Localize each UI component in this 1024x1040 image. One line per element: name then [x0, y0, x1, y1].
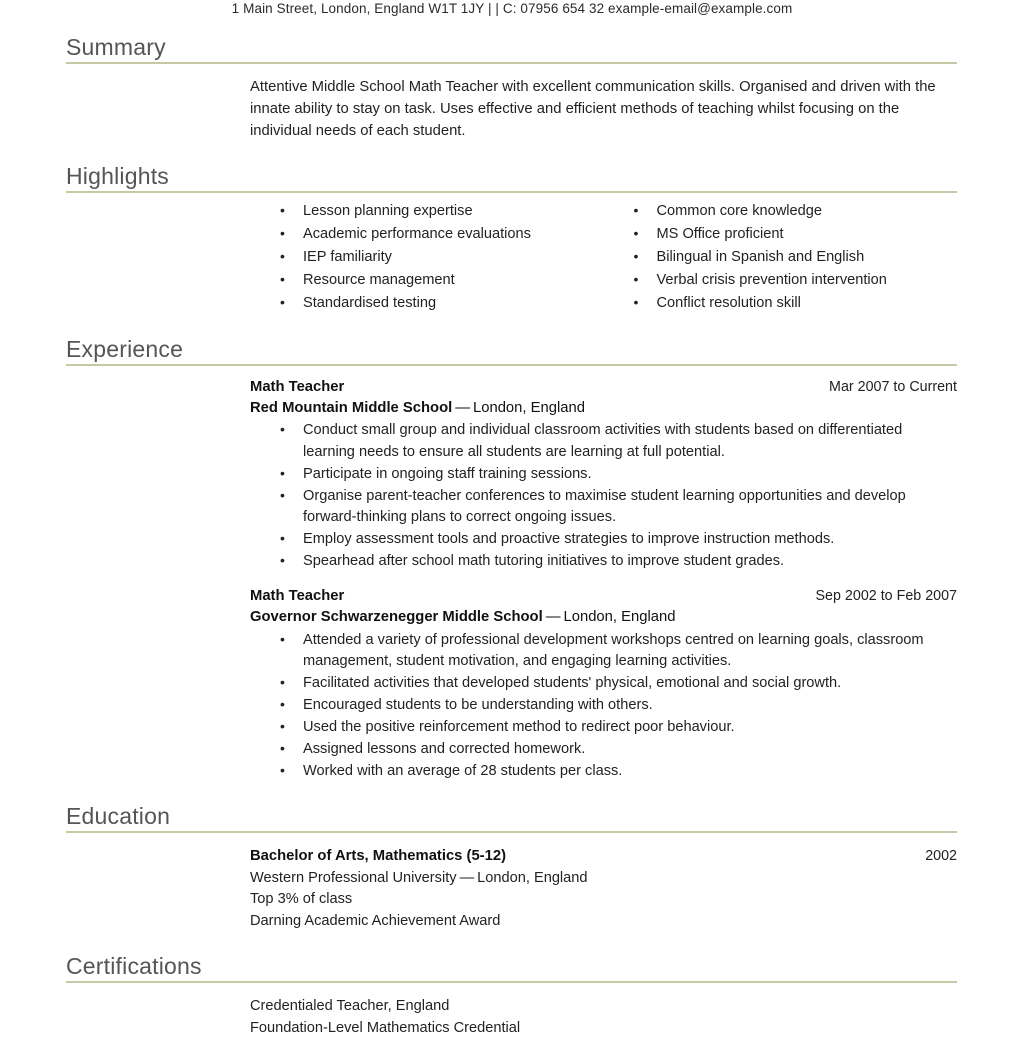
highlights-column-left: [250, 201, 604, 316]
job-responsibilities: [250, 629, 957, 783]
experience-entry-header: [250, 586, 957, 607]
list-item: • Common core knowledge: [604, 201, 958, 223]
section-highlights-head: [66, 162, 957, 193]
experience-entry: [250, 366, 957, 573]
section-experience: [0, 335, 1024, 783]
section-summary: [0, 33, 1024, 143]
job-date: Sep 2002 to Feb 2007: [815, 588, 957, 605]
section-highlights-body: [250, 193, 957, 316]
list-item: • Academic performance evaluations: [250, 224, 604, 246]
job-responsibilities: [250, 419, 957, 573]
section-highlights-title: Highlights: [66, 162, 169, 189]
job-title: Math Teacher: [250, 378, 345, 395]
section-experience-title: Experience: [66, 335, 184, 362]
job-location: London, England: [473, 399, 585, 416]
section-education-body: [250, 833, 957, 933]
list-item: • Facilitated activities that developed students' physical, emotional and social growth.: [250, 673, 957, 695]
section-education-title: Education: [66, 803, 171, 830]
job-location: London, England: [563, 609, 676, 626]
list-item: • MS Office proficient: [604, 224, 958, 246]
list-item: • Conflict resolution skill: [604, 293, 958, 315]
section-summary-title: Summary: [66, 34, 166, 60]
spacer: [0, 17, 1024, 33]
spacer: [0, 783, 1024, 802]
list-item: • Conduct small group and individual classroom activities with students based on differentiated learning needs to ensure all students are learning at full potential.: [250, 420, 957, 463]
section-certifications-body: [250, 983, 957, 1040]
list-item: • Organise parent-teacher conferences to maximise student learning opportunities and develop forward-thinking plans to correct ongoing issues.: [250, 486, 957, 529]
separator-dash: —: [545, 609, 561, 626]
spacer: [0, 933, 1024, 952]
highlights-columns: [250, 193, 957, 316]
certification-item: Foundation-Level Mathematics Credential: [250, 1019, 521, 1036]
section-experience-head: [66, 335, 957, 366]
education-location: London, England: [477, 869, 588, 886]
list-item: • Employ assessment tools and proactive strategies to improve instruction methods.: [250, 529, 957, 551]
job-organisation: Governor Schwarzenegger Middle School: [250, 609, 543, 626]
education-entry: [250, 833, 957, 933]
section-summary-head: [66, 33, 957, 64]
section-experience-body: [250, 366, 957, 783]
list-item: • Lesson planning expertise: [250, 201, 604, 223]
contact-line: 1 Main Street, London, England W1T 1JY | | C: 07956 654 32 example-email@example.com: [231, 1, 793, 16]
list-item: • Worked with an average of 28 students per class.: [250, 761, 957, 783]
list-item: • Participate in ongoing staff training sessions.: [250, 464, 957, 486]
education-institution: Western Professional University: [250, 869, 457, 886]
separator-dash: —: [455, 399, 471, 416]
education-detail: Darning Academic Achievement Award: [250, 913, 501, 930]
summary-paragraph: Attentive Middle School Math Teacher with excellent communication skills. Organised and driven with the innate ability to stay on task. Uses effective and efficient methods of teaching whilst focusing on the individual needs of each student.: [250, 79, 936, 140]
job-title: Math Teacher: [250, 588, 345, 605]
education-detail: Top 3% of class: [250, 891, 353, 908]
experience-entry: [250, 573, 957, 783]
section-certifications-head: [66, 952, 957, 983]
experience-entry-header: [250, 377, 957, 398]
job-organisation: Red Mountain Middle School: [250, 399, 453, 416]
list-item: • Assigned lessons and corrected homework.: [250, 739, 957, 761]
education-degree: Bachelor of Arts, Mathematics (5-12): [250, 848, 506, 865]
job-date: Mar 2007 to Current: [829, 378, 957, 395]
job-organisation-line: [250, 398, 957, 420]
highlights-list-right: [604, 201, 958, 315]
section-highlights: [0, 162, 1024, 316]
list-item: • Spearhead after school math tutoring initiatives to improve student grades.: [250, 551, 957, 573]
section-education: [0, 802, 1024, 933]
certifications-list: [250, 983, 957, 1040]
list-item: • Verbal crisis prevention intervention: [604, 270, 958, 292]
section-summary-body: [250, 64, 957, 143]
list-item: • Standardised testing: [250, 293, 604, 315]
list-item: • Used the positive reinforcement method to redirect poor behaviour.: [250, 717, 957, 739]
spacer: [0, 316, 1024, 335]
certification-item: Credentialed Teacher, England: [250, 998, 450, 1014]
separator-dash: —: [459, 869, 475, 886]
section-certifications: [0, 952, 1024, 1040]
spacer: [0, 143, 1024, 162]
list-item: • Encouraged students to be understanding with others.: [250, 695, 957, 717]
list-item: • Resource management: [250, 270, 604, 292]
education-date: 2002: [925, 848, 957, 865]
education-institution-line: [250, 868, 957, 890]
list-item: • IEP familiarity: [250, 247, 604, 269]
section-certifications-title: Certifications: [66, 953, 202, 979]
list-item: • Attended a variety of professional development workshops centred on learning goals, classroom management, student motivation, and engaging learning activities.: [250, 630, 957, 673]
job-organisation-line: [250, 607, 957, 629]
highlights-column-right: [604, 201, 958, 316]
highlights-list-left: [250, 201, 604, 315]
list-item: • Bilingual in Spanish and English: [604, 247, 958, 269]
education-entry-header: [250, 846, 957, 868]
section-education-head: [66, 802, 957, 833]
